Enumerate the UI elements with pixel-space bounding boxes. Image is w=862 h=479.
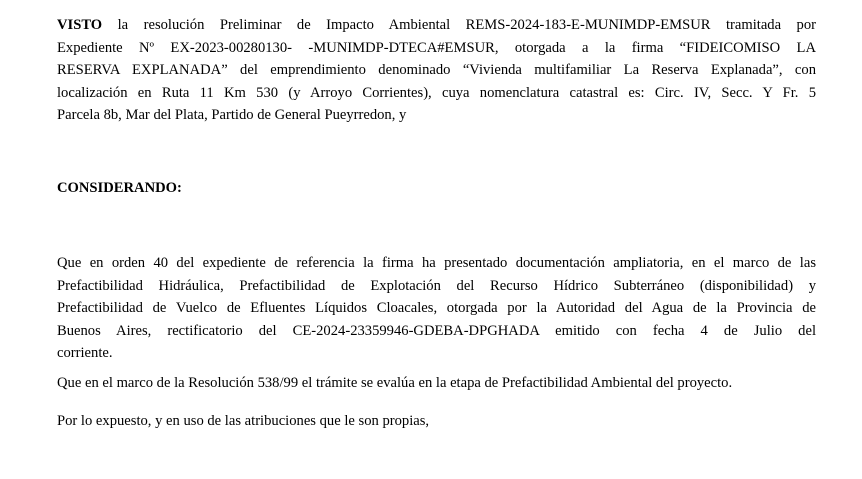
visto-paragraph — [57, 14, 816, 127]
closing-line: Por lo expuesto, y en uso de las atribuciones que le son propias, — [57, 413, 430, 429]
considerando-line-5: corriente. — [57, 345, 113, 362]
considerando-line-2: Prefactibilidad Hidráulica, Prefactibilidad de Explotación del Recurso Hídrico Subterráneo (disponibilidad) y — [57, 277, 816, 294]
closing-paragraph — [57, 410, 816, 433]
visto-line-1-text: la resolución Preliminar de Impacto Ambiental REMS-2024-183-E-MUNIMDP-EMSUR tramitada por — [102, 17, 816, 33]
visto-line-5: Parcela 8b, Mar del Plata, Partido de General Pueyrredon, y — [57, 107, 407, 124]
visto-label: VISTO — [57, 17, 103, 33]
resolucion-line: Que en el marco de la Resolución 538/99 el trámite se evalúa en la etapa de Prefactibilidad Ambiental del proyecto. — [57, 375, 733, 391]
considerando-heading: CONSIDERANDO: — [57, 180, 182, 196]
considerando-line-1: Que en orden 40 del expediente de referencia la firma ha presentado documentación ampliatoria, en el marco de las — [57, 255, 816, 271]
visto-line-2: Expediente Nº EX-2023-00280130- -MUNIMDP-DTECA#EMSUR, otorgada a la firma “FIDEICOMISO LA — [57, 39, 816, 56]
visto-line-4: localización en Ruta 11 Km 530 (y Arroyo Corrientes), cuya nomenclatura catastral es: Circ. IV, Secc. Y Fr. 5 — [57, 84, 816, 101]
considerando-line-4: Buenos Aires, rectificatorio del CE-2024-23359946-GDEBA-DPGHADA emitido con fecha 4 de Julio del — [57, 322, 816, 339]
resolucion-paragraph — [57, 372, 816, 395]
visto-line-3: RESERVA EXPLANADA” del emprendimiento denominado “Vivienda multifamiliar La Reserva Explanada”, con — [57, 62, 816, 79]
considerando-line-3: Prefactibilidad de Vuelco de Efluentes Líquidos Cloacales, otorgada por la Autoridad del Agua de la Provincia de — [57, 300, 816, 317]
visto-line-1 — [57, 14, 816, 37]
considerando-paragraph — [57, 252, 816, 365]
